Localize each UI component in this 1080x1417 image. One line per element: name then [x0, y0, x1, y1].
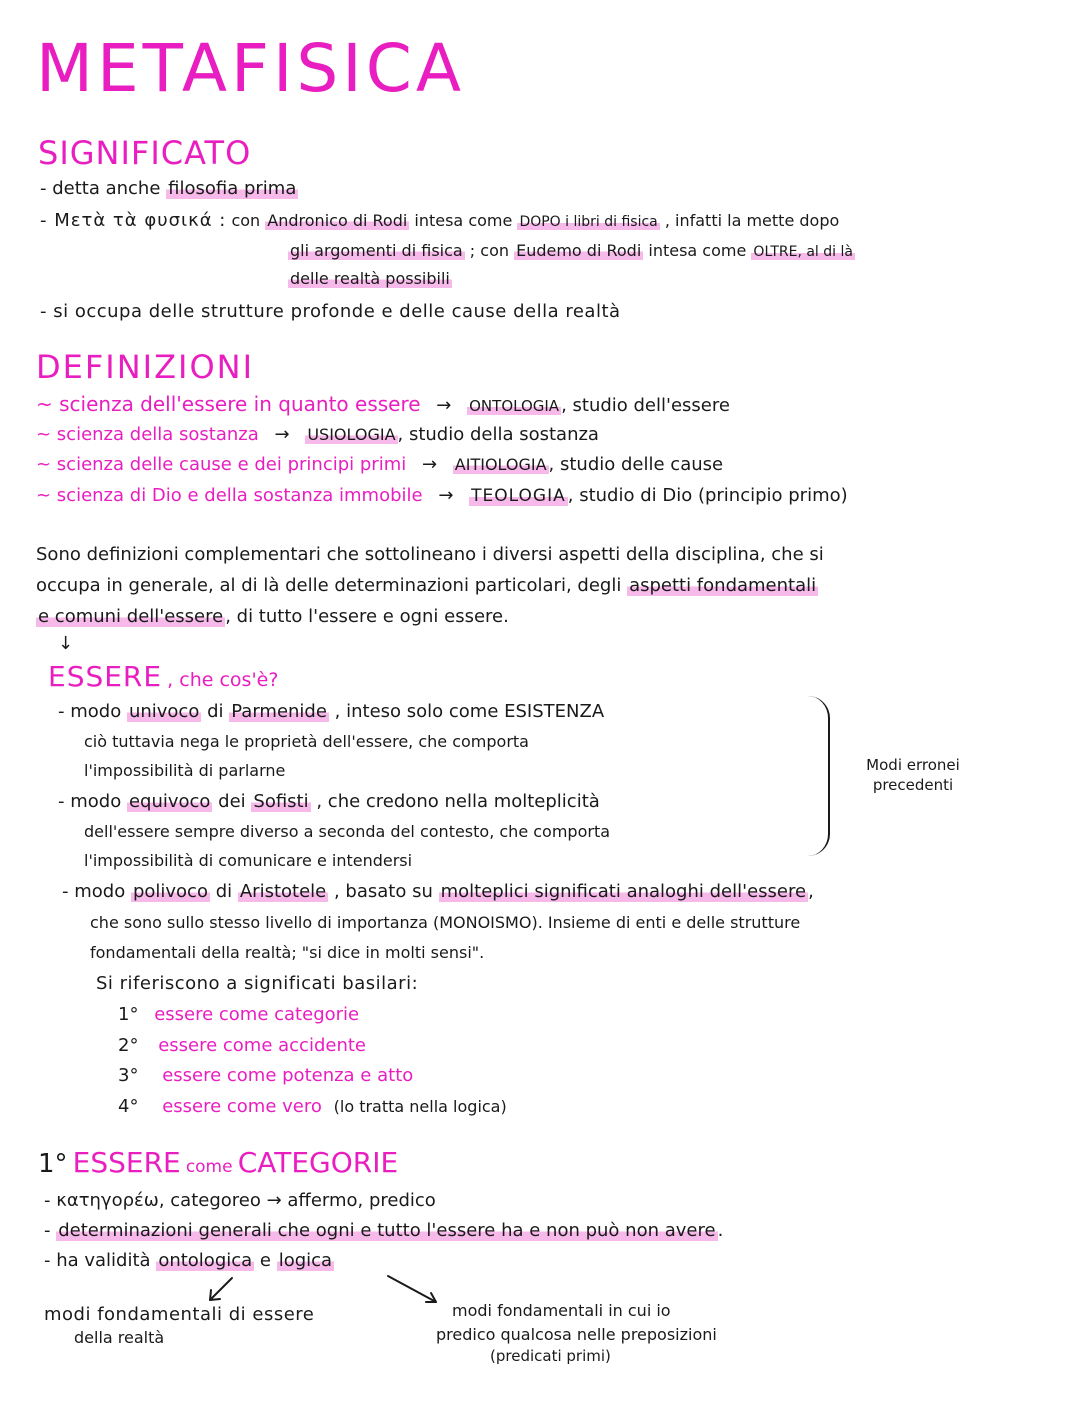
- categorie-left-line-2: della realtà: [74, 1328, 165, 1347]
- categorie-right-line-3: (predicati primi): [490, 1347, 611, 1365]
- significato-line-1: - detta anche filosofia prima: [40, 178, 297, 199]
- page-title: METAFISICA: [36, 30, 466, 107]
- essere-list-item: 2° essere come accidente: [118, 1035, 366, 1056]
- arrow-right-icon: →: [438, 485, 454, 506]
- definition-item: ~ scienza dell'essere in quanto essere → ONTOLOGIA , studio dell'essere: [36, 392, 730, 416]
- categorie-right-line-1: modi fondamentali in cui io: [452, 1301, 671, 1320]
- essere-univoco-line-2: ciò tuttavia nega le proprietà dell'essere, che comporta: [84, 732, 529, 751]
- essere-polivoco-line-3: fondamentali della realtà; "si dice in molti sensi".: [90, 943, 485, 962]
- arrow-down-left-icon: [210, 1278, 232, 1300]
- definizioni-paragraph-line-2: occupa in generale, al di là delle determinazioni particolari, degli aspetti fondamentali: [36, 575, 817, 596]
- categorie-line-2: - determinazioni generali che ogni e tutto l'essere ha e non può non avere .: [44, 1220, 724, 1241]
- section-heading-essere: ESSERE , che cos'è?: [48, 660, 279, 693]
- significato-line-2: - Μετὰ τὰ φυσικά : con Andronico di Rodi intesa come DOPO i libri di fisica , infatti la mette dopo: [40, 210, 840, 231]
- essere-univoco-line-3: l'impossibilità di parlarne: [84, 761, 286, 780]
- arrow-down-right-icon: [388, 1276, 436, 1302]
- essere-equivoco-line-1: - modo equivoco dei Sofisti , che credono nella molteplicità: [58, 791, 600, 812]
- arrow-right-icon: →: [436, 395, 452, 416]
- definition-item: ~ scienza della sostanza → USIOLOGIA , studio della sostanza: [36, 424, 599, 445]
- definizioni-paragraph-line-3: e comuni dell'essere , di tutto l'essere e ogni essere.: [38, 606, 509, 627]
- essere-list-item: 1° essere come categorie: [118, 1004, 360, 1025]
- section-heading-significato: SIGNIFICATO: [38, 134, 252, 172]
- essere-equivoco-line-3: l'impossibilità di comunicare e intendersi: [84, 851, 413, 870]
- essere-polivoco-line-1: - modo polivoco di Aristotele , basato su molteplici significati analoghi dell'essere ,: [62, 881, 814, 902]
- essere-univoco-line-1: - modo univoco di Parmenide , inteso solo come ESISTENZA: [58, 701, 605, 722]
- arrow-right-icon: →: [274, 424, 290, 445]
- significato-line-5: - si occupa delle strutture profonde e delle cause della realtà: [40, 301, 621, 322]
- categorie-left-line-1: modi fondamentali di essere: [44, 1304, 315, 1325]
- essere-equivoco-line-2: dell'essere sempre diverso a seconda del contesto, che comporta: [84, 822, 611, 841]
- categorie-line-1: - κατηγορέω, categoreo → affermo, predico: [44, 1190, 436, 1211]
- section-heading-definizioni: DEFINIZIONI: [36, 348, 254, 386]
- categorie-right-line-2: predico qualcosa nelle preposizioni: [436, 1325, 717, 1344]
- significato-line-3: gli argomenti di fisica ; con Eudemo di Rodi intesa come OLTRE, al di là: [290, 241, 853, 260]
- essere-list-item: 3° essere come potenza e atto: [118, 1065, 414, 1086]
- section-heading-categorie: 1° ESSERE come CATEGORIE: [38, 1146, 399, 1179]
- definizioni-paragraph-line-1: Sono definizioni complementari che sottolineano i diversi aspetti della disciplina, che si: [36, 544, 824, 565]
- arrow-down-icon: ↓: [58, 633, 74, 654]
- arrow-right-icon: →: [421, 454, 438, 475]
- essere-polivoco-line-2: che sono sullo stesso livello di importanza (MONOISMO). Insieme di enti e delle strutture: [90, 913, 801, 932]
- definition-item: ~ scienza delle cause e dei principi primi → AITIOLOGIA , studio delle cause: [36, 454, 724, 475]
- significato-line-4: delle realtà possibili: [290, 269, 450, 288]
- essere-list-item: 4° essere come vero (lo tratta nella logica): [118, 1096, 507, 1117]
- definition-item: ~ scienza di Dio e della sostanza immobile → TEOLOGIA , studio di Dio (principio primo): [36, 485, 848, 506]
- categorie-line-3: - ha validità ontologica e logica: [44, 1250, 333, 1271]
- brace-note: Modi erronei precedenti: [866, 756, 960, 794]
- essere-polivoco-line-4: Si riferiscono a significati basilari:: [96, 973, 419, 994]
